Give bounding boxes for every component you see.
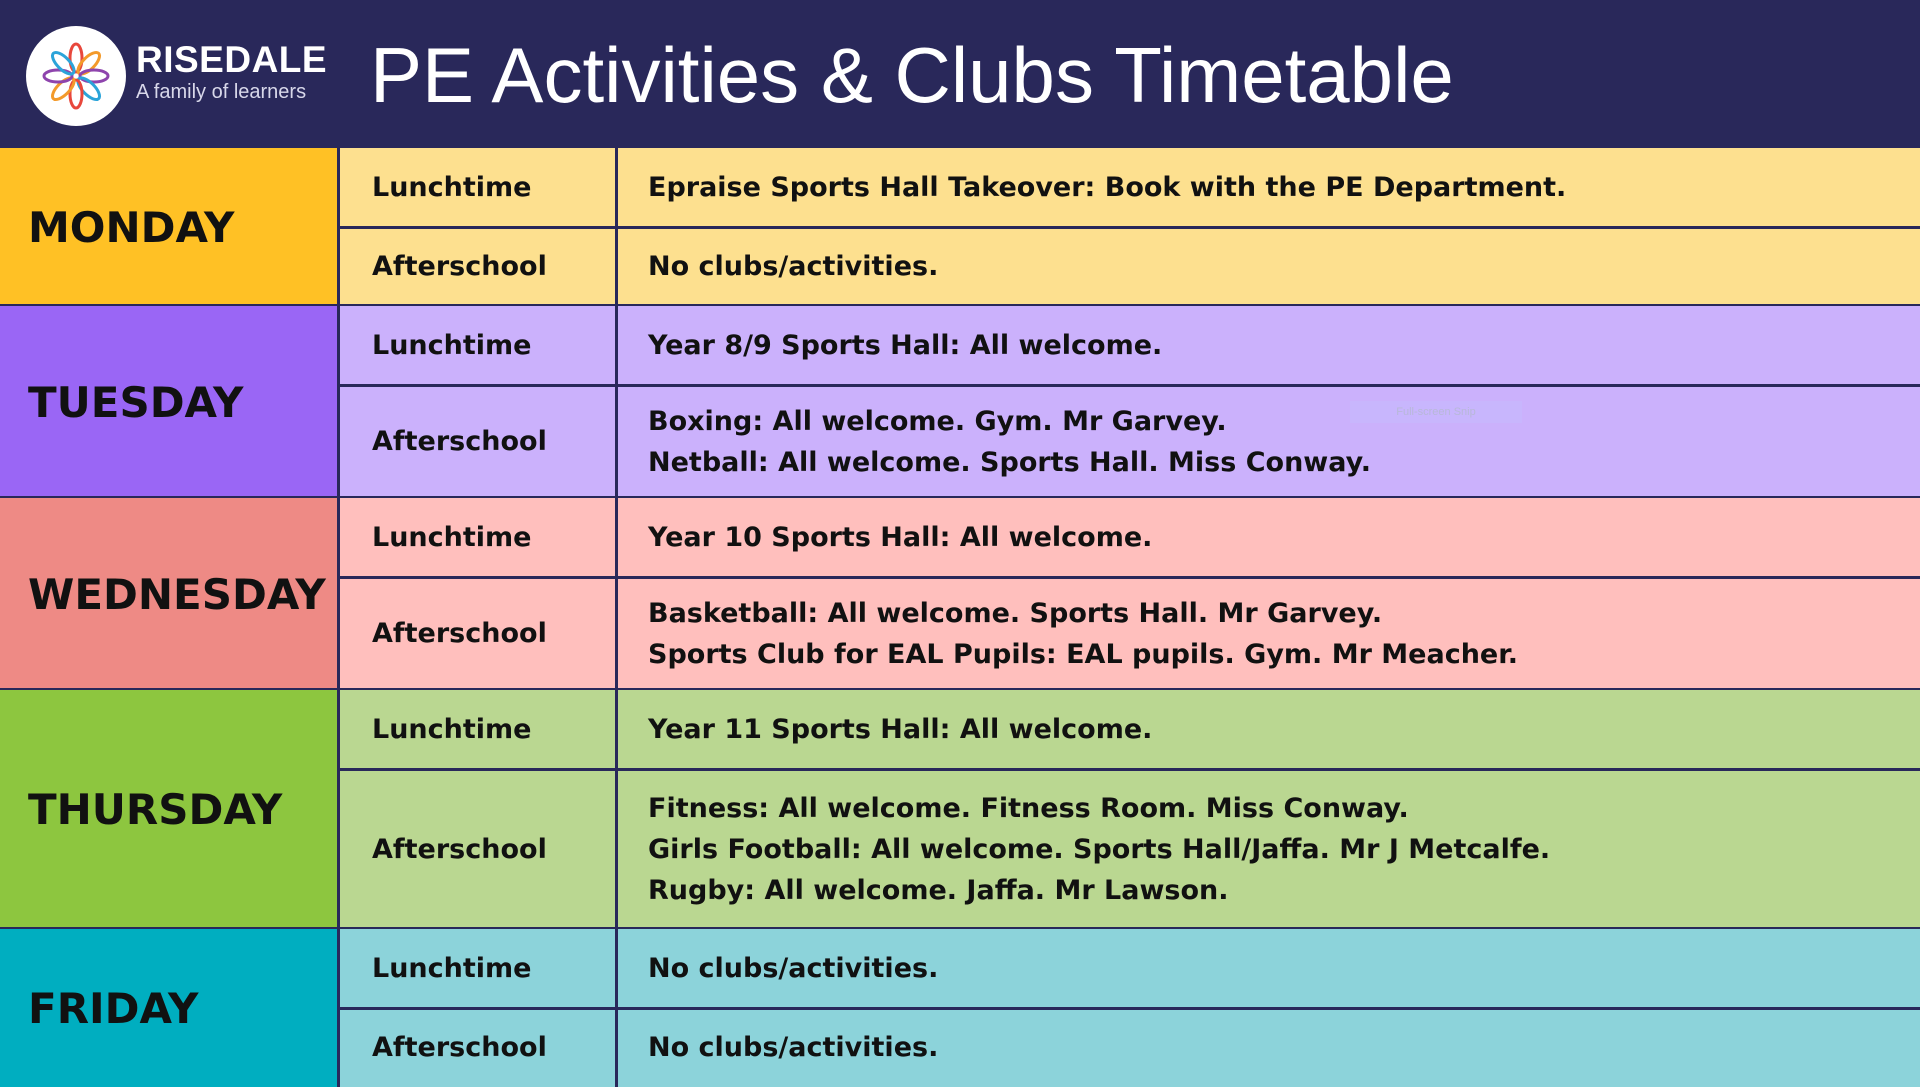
day-label-wednesday: WEDNESDAY (0, 498, 340, 690)
slot-time-label: Lunchtime (340, 690, 618, 769)
slot-time-label: Lunchtime (340, 148, 618, 227)
flower-logo-icon (36, 36, 116, 116)
activity-line: Sports Club for EAL Pupils: EAL pupils. Gym. Mr Meacher. (648, 638, 1518, 670)
snip-overlay-label: Full-screen Snip (1350, 401, 1522, 423)
slot-activities (618, 306, 1920, 385)
slot-activities (618, 769, 1920, 929)
day-label-monday: MONDAY (0, 148, 340, 306)
logo-petal (75, 75, 103, 103)
activity-line: Basketball: All welcome. Sports Hall. Mr Garvey. (648, 597, 1383, 629)
logo-petal (44, 70, 72, 82)
slot-activities (618, 929, 1920, 1008)
slot-activities (618, 227, 1920, 306)
slot-activities (618, 148, 1920, 227)
slot-row-lunchtime (340, 929, 1920, 1008)
school-logo (26, 26, 126, 126)
activity-line: Netball: All welcome. Sports Hall. Miss Conway. (648, 446, 1372, 478)
day-label-friday: FRIDAY (0, 929, 340, 1087)
slot-time-label: Afterschool (340, 577, 618, 690)
activity-line: No clubs/activities. (648, 251, 939, 282)
day-label-thursday: THURSDAY (0, 690, 340, 929)
activity-line: No clubs/activities. (648, 953, 939, 984)
slot-row-lunchtime (340, 498, 1920, 577)
logo-petal (75, 49, 103, 77)
day-label-tuesday: TUESDAY (0, 306, 340, 498)
slot-row-afterschool (340, 769, 1920, 929)
day-block-tuesday (0, 306, 1920, 498)
activity-line: Boxing: All welcome. Gym. Mr Garvey. (648, 405, 1227, 437)
logo-petal (70, 80, 82, 108)
slot-time-label: Afterschool (340, 227, 618, 306)
timetable (0, 148, 1920, 1080)
activity-line: Year 10 Sports Hall: All welcome. (648, 522, 1153, 553)
activity-line: Rugby: All welcome. Jaffa. Mr Lawson. (648, 874, 1229, 906)
activity-line: Year 11 Sports Hall: All welcome. (648, 714, 1153, 745)
slot-row-lunchtime (340, 690, 1920, 769)
slot-row-lunchtime (340, 306, 1920, 385)
day-block-thursday (0, 690, 1920, 929)
slot-activities (618, 577, 1920, 690)
page-title: PE Activities & Clubs Timetable (370, 31, 1454, 119)
logo-petal (80, 70, 108, 82)
activity-line: Fitness: All welcome. Fitness Room. Miss Conway. (648, 792, 1409, 824)
brand-tagline: A family of learners (136, 81, 307, 103)
day-block-wednesday (0, 498, 1920, 690)
slot-row-afterschool (340, 1008, 1920, 1087)
logo-petal (49, 49, 77, 77)
slot-time-label: Afterschool (340, 769, 618, 929)
day-block-friday (0, 929, 1920, 1087)
slot-row-afterschool (340, 227, 1920, 306)
logo-petal (49, 75, 77, 103)
slot-row-afterschool (340, 385, 1920, 498)
slot-time-label: Lunchtime (340, 929, 618, 1008)
activity-line: Girls Football: All welcome. Sports Hall/Jaffa. Mr J Metcalfe. (648, 833, 1551, 865)
slot-activities (618, 385, 1920, 498)
activity-line: Epraise Sports Hall Takeover: Book with the PE Department. (648, 172, 1567, 203)
slot-activities (618, 1008, 1920, 1087)
logo-petal (70, 44, 82, 72)
slot-activities (618, 498, 1920, 577)
activity-line: No clubs/activities. (648, 1032, 939, 1063)
slot-time-label: Lunchtime (340, 306, 618, 385)
slot-row-lunchtime (340, 148, 1920, 227)
slot-time-label: Afterschool (340, 1008, 618, 1087)
activity-line: Year 8/9 Sports Hall: All welcome. (648, 330, 1163, 361)
header-bar (0, 0, 1920, 148)
slot-time-label: Lunchtime (340, 498, 618, 577)
slot-activities (618, 690, 1920, 769)
day-block-monday (0, 148, 1920, 306)
slot-row-afterschool (340, 577, 1920, 690)
slot-time-label: Afterschool (340, 385, 618, 498)
brand-name: RISEDALE (136, 39, 328, 80)
